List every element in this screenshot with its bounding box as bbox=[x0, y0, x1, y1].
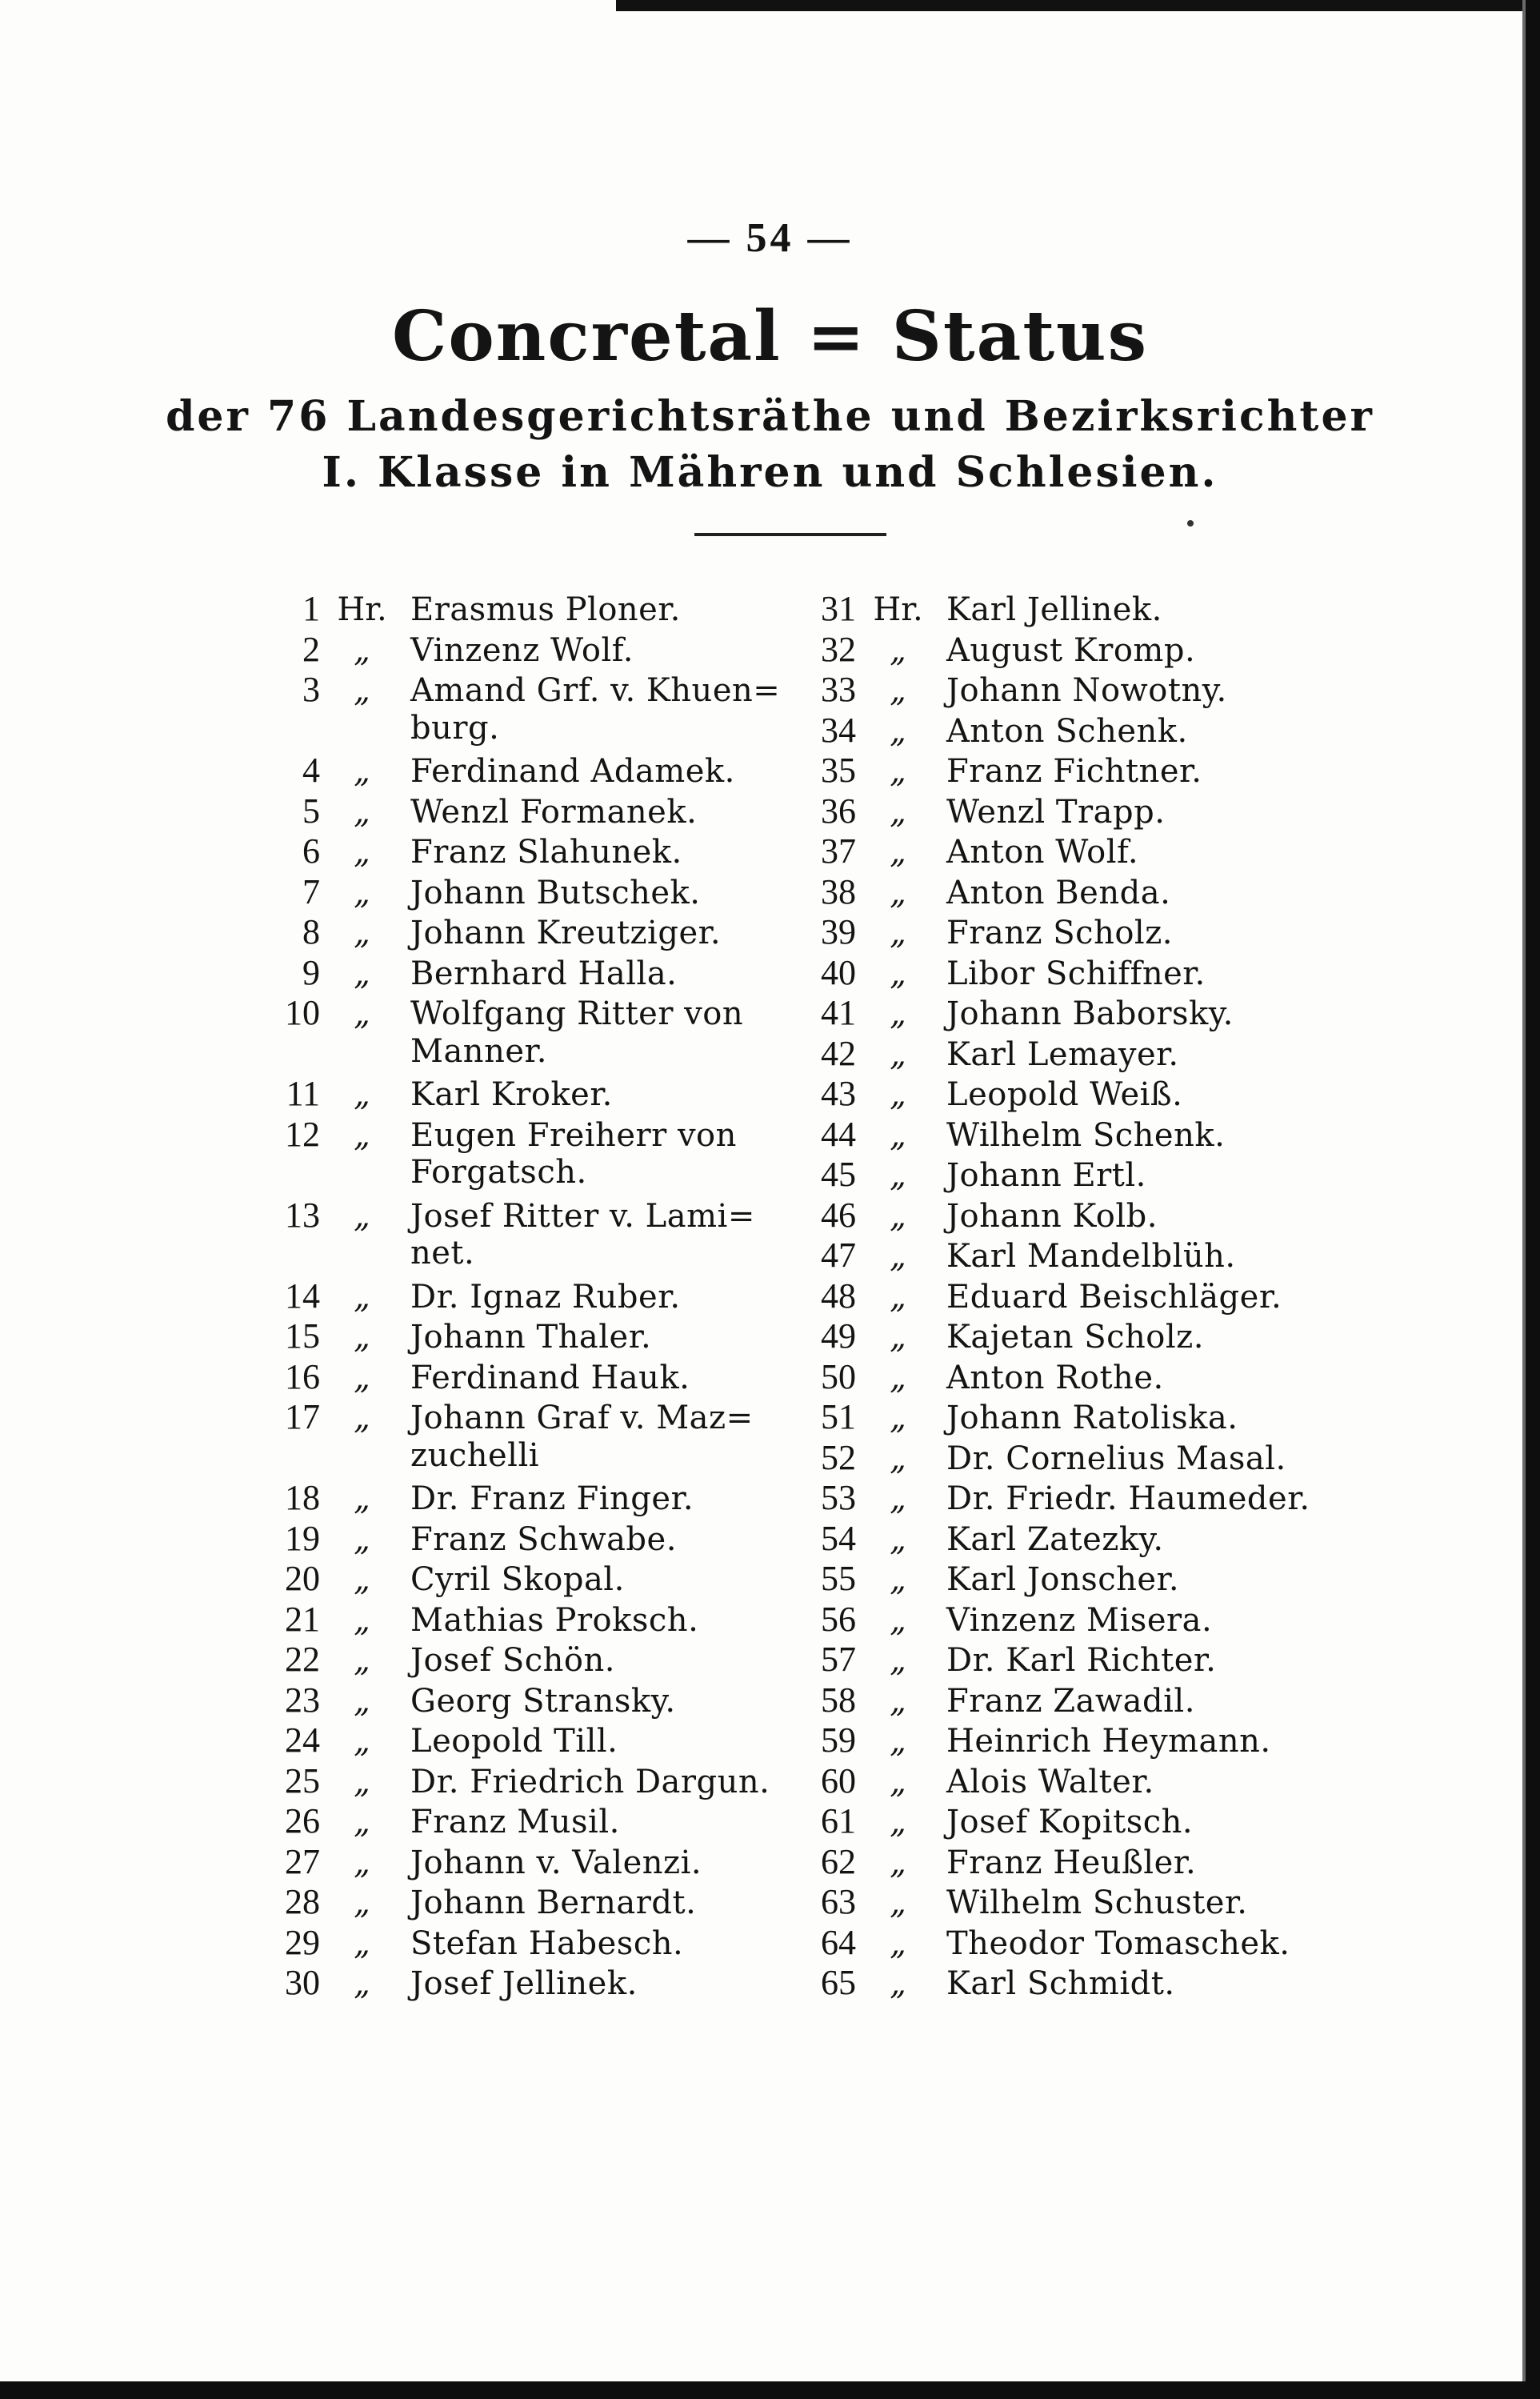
entry-title: „ bbox=[890, 1844, 906, 1881]
entry-title: „ bbox=[354, 1763, 370, 1800]
entry-title: „ bbox=[890, 1319, 906, 1356]
entry-name: Wolfgang Ritter von bbox=[410, 995, 744, 1032]
entry-title: „ bbox=[890, 1157, 906, 1194]
entry-name: Johann Ratoliska. bbox=[946, 1400, 1238, 1436]
list-item bbox=[776, 1599, 1432, 1640]
entry-title: „ bbox=[354, 1359, 370, 1396]
entry-number: 37 bbox=[821, 831, 856, 871]
entry-name: Johann Kreutziger. bbox=[410, 915, 722, 951]
list-item bbox=[776, 1760, 1432, 1801]
entry-name: Wilhelm Schenk. bbox=[946, 1116, 1226, 1154]
entry-title: „ bbox=[354, 1400, 370, 1436]
entry-name: Dr. Franz Finger. bbox=[410, 1480, 694, 1517]
entry-number: 61 bbox=[821, 1801, 856, 1840]
entry-name: Franz Slahunek. bbox=[410, 834, 682, 871]
entry-name-continuation: burg. bbox=[410, 709, 500, 747]
scan-edge-bottom bbox=[0, 2381, 1540, 2399]
entry-number: 2 bbox=[302, 629, 320, 669]
entry-number: 10 bbox=[285, 993, 320, 1032]
entry-name: Karl Zatezky. bbox=[946, 1520, 1164, 1558]
entry-name: Eugen Freiherr von bbox=[410, 1116, 737, 1154]
entry-name: Josef Ritter v. Lami= bbox=[410, 1197, 755, 1235]
entry-number: 19 bbox=[285, 1518, 320, 1558]
entry-name: Bernhard Halla. bbox=[410, 955, 678, 992]
entry-number: 17 bbox=[285, 1397, 320, 1436]
entry-number: 51 bbox=[821, 1397, 856, 1436]
entry-title: „ bbox=[890, 834, 906, 871]
entry-number: 46 bbox=[821, 1195, 856, 1235]
entry-number: 48 bbox=[821, 1276, 856, 1316]
entry-name: Anton Schenk. bbox=[946, 712, 1188, 750]
entry-title: „ bbox=[890, 1440, 906, 1477]
entry-name: Ferdinand Adamek. bbox=[410, 753, 735, 790]
entry-number: 41 bbox=[821, 993, 856, 1032]
entry-title: „ bbox=[354, 1965, 370, 2002]
entry-number: 11 bbox=[286, 1074, 320, 1113]
entry-name: Johann Thaler. bbox=[410, 1319, 652, 1356]
entry-name: Eduard Beischläger. bbox=[946, 1278, 1282, 1316]
entry-title: „ bbox=[354, 1642, 370, 1679]
entry-number: 12 bbox=[285, 1114, 320, 1154]
entry-number: 3 bbox=[302, 670, 320, 709]
entry-name-continuation: zuchelli bbox=[410, 1436, 540, 1474]
entry-name: Johann v. Valenzi. bbox=[410, 1844, 702, 1881]
entry-name: Wilhelm Schuster. bbox=[946, 1884, 1248, 1921]
entry-number: 18 bbox=[285, 1478, 320, 1517]
entry-title: „ bbox=[890, 1520, 906, 1558]
entry-name: Leopold Weiß. bbox=[946, 1076, 1183, 1113]
entry-title: „ bbox=[890, 1197, 906, 1235]
entry-name-continuation: net. bbox=[410, 1235, 475, 1272]
scan-edge-top bbox=[616, 0, 1540, 11]
entry-number: 15 bbox=[285, 1316, 320, 1356]
entry-title: „ bbox=[890, 1238, 906, 1275]
entry-title: „ bbox=[890, 1278, 906, 1316]
entry-name: Vinzenz Misera. bbox=[946, 1601, 1213, 1639]
entry-title: „ bbox=[354, 1844, 370, 1881]
list-item bbox=[776, 952, 1432, 993]
entry-number: 21 bbox=[285, 1599, 320, 1639]
entry-name: Karl Jonscher. bbox=[946, 1561, 1180, 1598]
entry-number: 29 bbox=[285, 1922, 320, 1962]
entry-name: Erasmus Ploner. bbox=[410, 591, 681, 628]
entry-number: 50 bbox=[821, 1356, 856, 1396]
entry-number: 7 bbox=[302, 871, 320, 911]
entry-title: „ bbox=[354, 1278, 370, 1316]
entry-number: 49 bbox=[821, 1316, 856, 1356]
list-item bbox=[776, 1396, 1432, 1437]
entry-name: Karl Jellinek. bbox=[946, 591, 1162, 628]
entry-title: „ bbox=[354, 1601, 370, 1639]
entry-name: Ferdinand Hauk. bbox=[410, 1359, 690, 1396]
entry-title: „ bbox=[354, 874, 370, 911]
entry-title: „ bbox=[354, 1319, 370, 1356]
entry-number: 54 bbox=[821, 1518, 856, 1558]
entry-name: Johann Baborsky. bbox=[946, 995, 1234, 1032]
entry-title: „ bbox=[354, 995, 370, 1032]
entry-title: „ bbox=[354, 631, 370, 669]
entry-number: 16 bbox=[285, 1356, 320, 1396]
entry-number: 42 bbox=[821, 1033, 856, 1073]
subtitle-line-2: I. Klasse in Mähren und Schlesien. bbox=[322, 448, 1218, 497]
entry-number: 33 bbox=[821, 670, 856, 709]
entry-number: 58 bbox=[821, 1680, 856, 1720]
list-item bbox=[776, 1033, 1432, 1074]
entry-title: „ bbox=[354, 834, 370, 871]
entry-title: „ bbox=[354, 1520, 370, 1558]
entry-title: „ bbox=[890, 1723, 906, 1760]
entry-name: Alois Walter. bbox=[946, 1763, 1154, 1800]
list-item bbox=[776, 1114, 1432, 1155]
entry-name-continuation: Forgatsch. bbox=[410, 1154, 587, 1191]
entry-title: „ bbox=[890, 1965, 906, 2002]
entry-name: Dr. Cornelius Masal. bbox=[946, 1440, 1286, 1477]
entry-name: Karl Lemayer. bbox=[946, 1035, 1179, 1073]
list-item bbox=[776, 1639, 1432, 1680]
entry-name: Dr. Friedrich Dargun. bbox=[410, 1763, 770, 1800]
list-item bbox=[776, 1800, 1432, 1841]
list-item bbox=[776, 1962, 1432, 2003]
list-column-right bbox=[776, 588, 1432, 2003]
entry-name: Wenzl Trapp. bbox=[946, 793, 1166, 831]
entry-number: 31 bbox=[821, 589, 856, 628]
entry-name: Stefan Habesch. bbox=[410, 1924, 684, 1962]
list-item bbox=[776, 1276, 1432, 1316]
list-item bbox=[776, 669, 1432, 710]
entry-title: „ bbox=[890, 672, 906, 709]
entry-number: 20 bbox=[285, 1559, 320, 1598]
entry-title: „ bbox=[354, 1116, 370, 1154]
entry-number: 59 bbox=[821, 1720, 856, 1760]
entry-title: „ bbox=[890, 1359, 906, 1396]
entry-number: 1 bbox=[302, 589, 320, 628]
entry-number: 63 bbox=[821, 1882, 856, 1921]
entry-name: Johann Bernardt. bbox=[410, 1884, 697, 1921]
title-rule bbox=[694, 533, 886, 536]
list-item bbox=[776, 1477, 1432, 1518]
page-title: Concretal = Status bbox=[391, 296, 1148, 377]
entry-name: Josef Schön. bbox=[410, 1642, 615, 1679]
entry-number: 36 bbox=[821, 791, 856, 831]
entry-title: „ bbox=[354, 955, 370, 992]
entry-title: „ bbox=[890, 1884, 906, 1921]
entry-name: Mathias Proksch. bbox=[410, 1601, 699, 1639]
entry-name: Heinrich Heymann. bbox=[946, 1723, 1271, 1760]
entry-number: 53 bbox=[821, 1478, 856, 1517]
entry-name: Johann Butschek. bbox=[410, 874, 701, 911]
entry-name: Franz Musil. bbox=[410, 1804, 620, 1840]
list-item bbox=[776, 992, 1432, 1033]
entry-name: Dr. Karl Richter. bbox=[946, 1642, 1217, 1679]
entry-title: „ bbox=[354, 1804, 370, 1840]
entry-title: „ bbox=[890, 1400, 906, 1436]
entry-number: 52 bbox=[821, 1437, 856, 1477]
list-item bbox=[776, 1841, 1432, 1882]
entry-title: „ bbox=[354, 753, 370, 790]
entry-name: Karl Mandelblüh. bbox=[946, 1238, 1236, 1275]
entry-title: „ bbox=[890, 712, 906, 750]
list-item bbox=[776, 750, 1432, 791]
entry-number: 62 bbox=[821, 1841, 856, 1881]
entry-number: 25 bbox=[285, 1760, 320, 1800]
entry-name: Vinzenz Wolf. bbox=[410, 631, 634, 669]
entry-title: „ bbox=[890, 1924, 906, 1962]
entry-name: Johann Nowotny. bbox=[946, 672, 1227, 709]
entry-title: „ bbox=[890, 955, 906, 992]
entry-name: August Kromp. bbox=[946, 631, 1196, 669]
entry-name: Dr. Ignaz Ruber. bbox=[410, 1278, 681, 1316]
entry-number: 43 bbox=[821, 1074, 856, 1113]
entry-name: Amand Grf. v. Khuen= bbox=[410, 672, 781, 709]
entry-number: 13 bbox=[285, 1195, 320, 1235]
entry-number: 28 bbox=[285, 1882, 320, 1921]
entry-number: 24 bbox=[285, 1720, 320, 1760]
entry-number: 44 bbox=[821, 1114, 856, 1154]
list-item bbox=[776, 1195, 1432, 1236]
entry-name: Wenzl Formanek. bbox=[410, 793, 698, 831]
entry-title: „ bbox=[890, 1763, 906, 1800]
entry-number: 32 bbox=[821, 629, 856, 669]
subtitle-line-1: der 76 Landesgerichtsräthe und Bezirksrichter bbox=[166, 392, 1374, 441]
entry-name: Dr. Friedr. Haumeder. bbox=[946, 1480, 1310, 1517]
entry-title: „ bbox=[354, 1076, 370, 1113]
entry-name: Franz Schwabe. bbox=[410, 1520, 677, 1558]
entry-number: 27 bbox=[285, 1841, 320, 1881]
entry-title: „ bbox=[890, 874, 906, 911]
entry-title: „ bbox=[890, 1561, 906, 1598]
list-item bbox=[776, 1235, 1432, 1276]
entry-number: 60 bbox=[821, 1760, 856, 1800]
entry-title: „ bbox=[890, 753, 906, 790]
list-item bbox=[776, 1881, 1432, 1922]
entry-name: Johann Kolb. bbox=[946, 1197, 1158, 1235]
entry-number: 64 bbox=[821, 1922, 856, 1962]
entry-number: 30 bbox=[285, 1963, 320, 2002]
entry-number: 4 bbox=[302, 751, 320, 790]
entry-name: Franz Scholz. bbox=[946, 915, 1174, 951]
entry-number: 38 bbox=[821, 871, 856, 911]
entry-number: 56 bbox=[821, 1599, 856, 1639]
entry-title: „ bbox=[890, 1076, 906, 1113]
entry-number: 55 bbox=[821, 1559, 856, 1598]
entry-title: „ bbox=[890, 1480, 906, 1517]
entry-name: Franz Fichtner. bbox=[946, 753, 1202, 790]
list-item bbox=[776, 791, 1432, 831]
list-item bbox=[776, 1316, 1432, 1356]
entry-number: 34 bbox=[821, 710, 856, 750]
entry-name: Leopold Till. bbox=[410, 1723, 618, 1760]
entry-number: 23 bbox=[285, 1680, 320, 1720]
entry-number: 22 bbox=[285, 1640, 320, 1679]
entry-title: „ bbox=[890, 1116, 906, 1154]
entry-name: Libor Schiffner. bbox=[946, 955, 1206, 992]
entry-title: „ bbox=[890, 995, 906, 1032]
entry-name: Karl Kroker. bbox=[410, 1076, 613, 1113]
entry-name: Anton Benda. bbox=[946, 874, 1171, 911]
entry-title: „ bbox=[354, 672, 370, 709]
entry-name: Franz Heußler. bbox=[946, 1844, 1197, 1881]
entry-number: 8 bbox=[302, 912, 320, 951]
entry-number: 9 bbox=[302, 952, 320, 992]
entry-title: „ bbox=[890, 1601, 906, 1639]
entry-title: „ bbox=[354, 1723, 370, 1760]
entry-name: Anton Rothe. bbox=[946, 1359, 1164, 1396]
entry-number: 14 bbox=[285, 1276, 320, 1316]
entry-title: „ bbox=[890, 915, 906, 951]
list-item bbox=[776, 1356, 1432, 1397]
entry-title: „ bbox=[890, 793, 906, 831]
entry-name: Cyril Skopal. bbox=[410, 1561, 625, 1598]
entry-name: Georg Stransky. bbox=[410, 1682, 676, 1720]
entry-number: 40 bbox=[821, 952, 856, 992]
list-item bbox=[776, 1518, 1432, 1559]
list-item bbox=[776, 911, 1432, 952]
entry-name: Franz Zawadil. bbox=[946, 1682, 1195, 1720]
list-item bbox=[776, 629, 1432, 670]
page-number: — 54 — bbox=[687, 215, 853, 261]
list-item bbox=[776, 1720, 1432, 1760]
entry-title: „ bbox=[354, 1561, 370, 1598]
entry-name: Kajetan Scholz. bbox=[946, 1319, 1204, 1356]
entry-title: „ bbox=[890, 1035, 906, 1073]
entry-name: Theodor Tomaschek. bbox=[946, 1924, 1290, 1962]
entry-title: „ bbox=[354, 1884, 370, 1921]
list-item bbox=[776, 1558, 1432, 1599]
entry-title: „ bbox=[354, 1197, 370, 1235]
ink-dot bbox=[1187, 520, 1194, 527]
list-item bbox=[776, 831, 1432, 871]
entry-title: „ bbox=[354, 1480, 370, 1517]
list-item bbox=[776, 1154, 1432, 1195]
entry-name: Josef Kopitsch. bbox=[946, 1804, 1194, 1840]
list-item bbox=[776, 1073, 1432, 1114]
entry-number: 57 bbox=[821, 1640, 856, 1679]
entry-number: 45 bbox=[821, 1155, 856, 1194]
entry-name: Johann Graf v. Maz= bbox=[410, 1400, 754, 1436]
entry-name: Karl Schmidt. bbox=[946, 1965, 1175, 2002]
entry-number: 35 bbox=[821, 751, 856, 790]
list-item bbox=[776, 710, 1432, 751]
entry-title: „ bbox=[354, 915, 370, 951]
list-item bbox=[776, 588, 1432, 629]
entry-title: Hr. bbox=[337, 591, 387, 628]
entry-name: Johann Ertl. bbox=[946, 1157, 1146, 1194]
entry-title: „ bbox=[890, 1642, 906, 1679]
entry-title: „ bbox=[354, 1682, 370, 1720]
entry-title: „ bbox=[890, 631, 906, 669]
entry-title: „ bbox=[890, 1682, 906, 1720]
list-item bbox=[776, 871, 1432, 912]
list-item bbox=[776, 1437, 1432, 1478]
entry-title: „ bbox=[354, 793, 370, 831]
entry-number: 39 bbox=[821, 912, 856, 951]
entry-number: 6 bbox=[302, 831, 320, 871]
list-item bbox=[776, 1922, 1432, 1963]
entry-number: 5 bbox=[302, 791, 320, 831]
entry-title: „ bbox=[890, 1804, 906, 1840]
entry-number: 26 bbox=[285, 1801, 320, 1840]
entry-name: Josef Jellinek. bbox=[410, 1965, 638, 2002]
entry-title: „ bbox=[354, 1924, 370, 1962]
entry-name: Anton Wolf. bbox=[946, 834, 1139, 871]
entry-title: Hr. bbox=[873, 591, 923, 628]
list-item bbox=[776, 1680, 1432, 1720]
entry-name-continuation: Manner. bbox=[410, 1032, 547, 1070]
entry-number: 65 bbox=[821, 1963, 856, 2002]
entry-number: 47 bbox=[821, 1236, 856, 1275]
